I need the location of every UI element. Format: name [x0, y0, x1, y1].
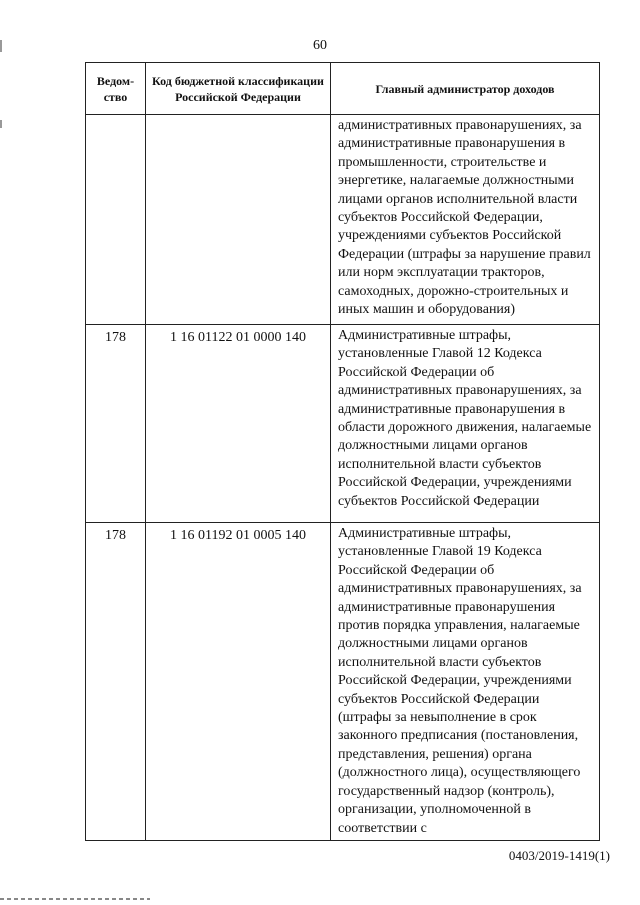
header-department: Ведом- ство [86, 63, 146, 115]
code-cell: 1 16 01122 01 0000 140 [146, 325, 331, 523]
scan-artifact [0, 898, 150, 900]
code-cell: 1 16 01192 01 0005 140 [146, 523, 331, 841]
code-cell [146, 115, 331, 325]
page-number: 60 [313, 38, 327, 53]
document-number: 0403/2019-1419(1) [508, 848, 610, 863]
department-cell [86, 115, 146, 325]
header-code: Код бюджетной классификации Российской Федерации [146, 63, 331, 115]
administrator-cell: административных правонарушениях, за административные правонарушения в промышленности, строительстве и энергетике, налагаемые должностными лицами органов исполнительной власти субъектов Российской Федерации, учреждениями субъектов Российской Федерации (штрафы за нарушение правил или норм эксплуатации тракторов, самоходных, дорожно-строительных и иных машин и оборудования) [331, 115, 600, 325]
table-header-row [86, 63, 600, 115]
department-cell: 178 [86, 523, 146, 841]
administrator-cell: Административные штрафы, установленные Главой 19 Кодекса Российской Федерации об административных правонарушениях, за административные правонарушения против порядка управления, налагаемые должностными лицами органов исполнительной власти субъектов Российской Федерации, учреждениями субъектов Российской Федерации (штрафы за невыполнение в срок законного предписания (постановления, представления, решения) органа (должностного лица), осуществляющего государственный надзор (контроль), организации, уполномоченной в соответствии с [331, 523, 600, 841]
budget-classification-table [85, 62, 600, 841]
table-row [86, 115, 600, 325]
header-administrator: Главный администратор доходов [331, 63, 600, 115]
table-row [86, 325, 600, 523]
table-row [86, 523, 600, 841]
left-margin-mark [0, 120, 2, 128]
administrator-cell: Административные штрафы, установленные Главой 12 Кодекса Российской Федерации об административных правонарушениях, за административные правонарушения в области дорожного движения, налагаемые должностными лицами органов исполнительной власти субъектов Российской Федерации, учреждениями субъектов Российской Федерации [331, 325, 600, 523]
department-cell: 178 [86, 325, 146, 523]
